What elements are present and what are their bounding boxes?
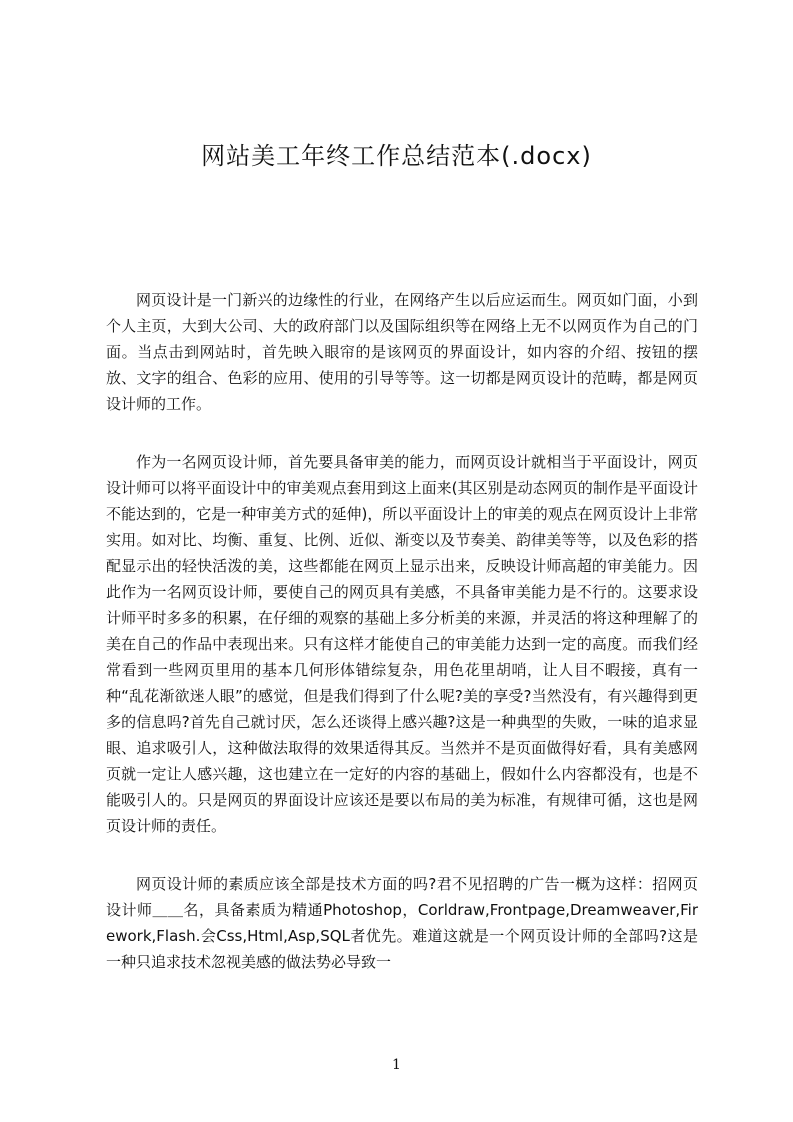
paragraph-3: 网页设计师的素质应该全部是技术方面的吗?君不见招聘的广告一概为这样：招网页设计师＿＿名，具备素质为精通Photoshop，Corldraw,Frontpage,Dreamweaver,Firework,Flash.会Css,Html,Asp,SQL者优先。难道这就是一个网页设计师的全部吗?这是一种只追求技术忽视美感的做法势必导致一 <box>106 875 698 971</box>
document-body <box>106 287 698 1007</box>
document-title: 网站美工年终工作总结范本(.docx) <box>201 142 592 170</box>
page-number: 1 <box>392 1057 401 1073</box>
paragraph-2: 作为一名网页设计师，首先要具备审美的能力，而网页设计就相当于平面设计，网页设计师可以将平面设计中的审美观点套用到这上面来(其区别是动态网页的制作是平面设计不能达到的，它是一种审美方式的延伸)，所以平面设计上的审美的观点在网页设计上非常实用。如对比、均衡、重复、比例、近似、渐变以及节奏美、韵律美等等，以及色彩的搭配显示出的轻快活泼的美，这些都能在网页上显示出来，反映设计师高超的审美能力。因此作为一名网页设计师，要使自己的网页具有美感，不具备审美能力是不行的。这要求设计师平时多多的积累，在仔细的观察的基础上多分析美的来源，并灵活的将这种理解了的美在自己的作品中表现出来。只有这样才能使自己的审美能力达到一定的高度。而我们经常看到一些网页里用的基本几何形体错综复杂，用色花里胡哨，让人目不暇接，真有一种“乱花渐欲迷人眼”的感觉，但是我们得到了什么呢?美的享受?当然没有，有兴趣得到更多的信息吗?首先自己就讨厌，怎么还谈得上感兴趣?这是一种典型的失败，一味的追求显眼、追求吸引人，这种做法取得的效果适得其反。当然并不是页面做得好看，具有美感网页就一定让人感兴趣，这也建立在一定好的内容的基础上，假如什么内容都没有，也是不能吸引人的。只是网页的界面设计应该还是要以布局的美为标准，有规律可循，这也是网页设计师的责任。 <box>106 453 698 835</box>
paragraph-1: 网页设计是一门新兴的边缘性的行业，在网络产生以后应运而生。网页如门面，小到个人主页，大到大公司、大的政府部门以及国际组织等在网络上无不以网页作为自己的门面。当点击到网站时，首先映入眼帘的是该网页的界面设计，如内容的介绍、按钮的摆放、文字的组合、色彩的应用、使用的引导等等。这一切都是网页设计的范畴，都是网页设计师的工作。 <box>106 291 698 413</box>
